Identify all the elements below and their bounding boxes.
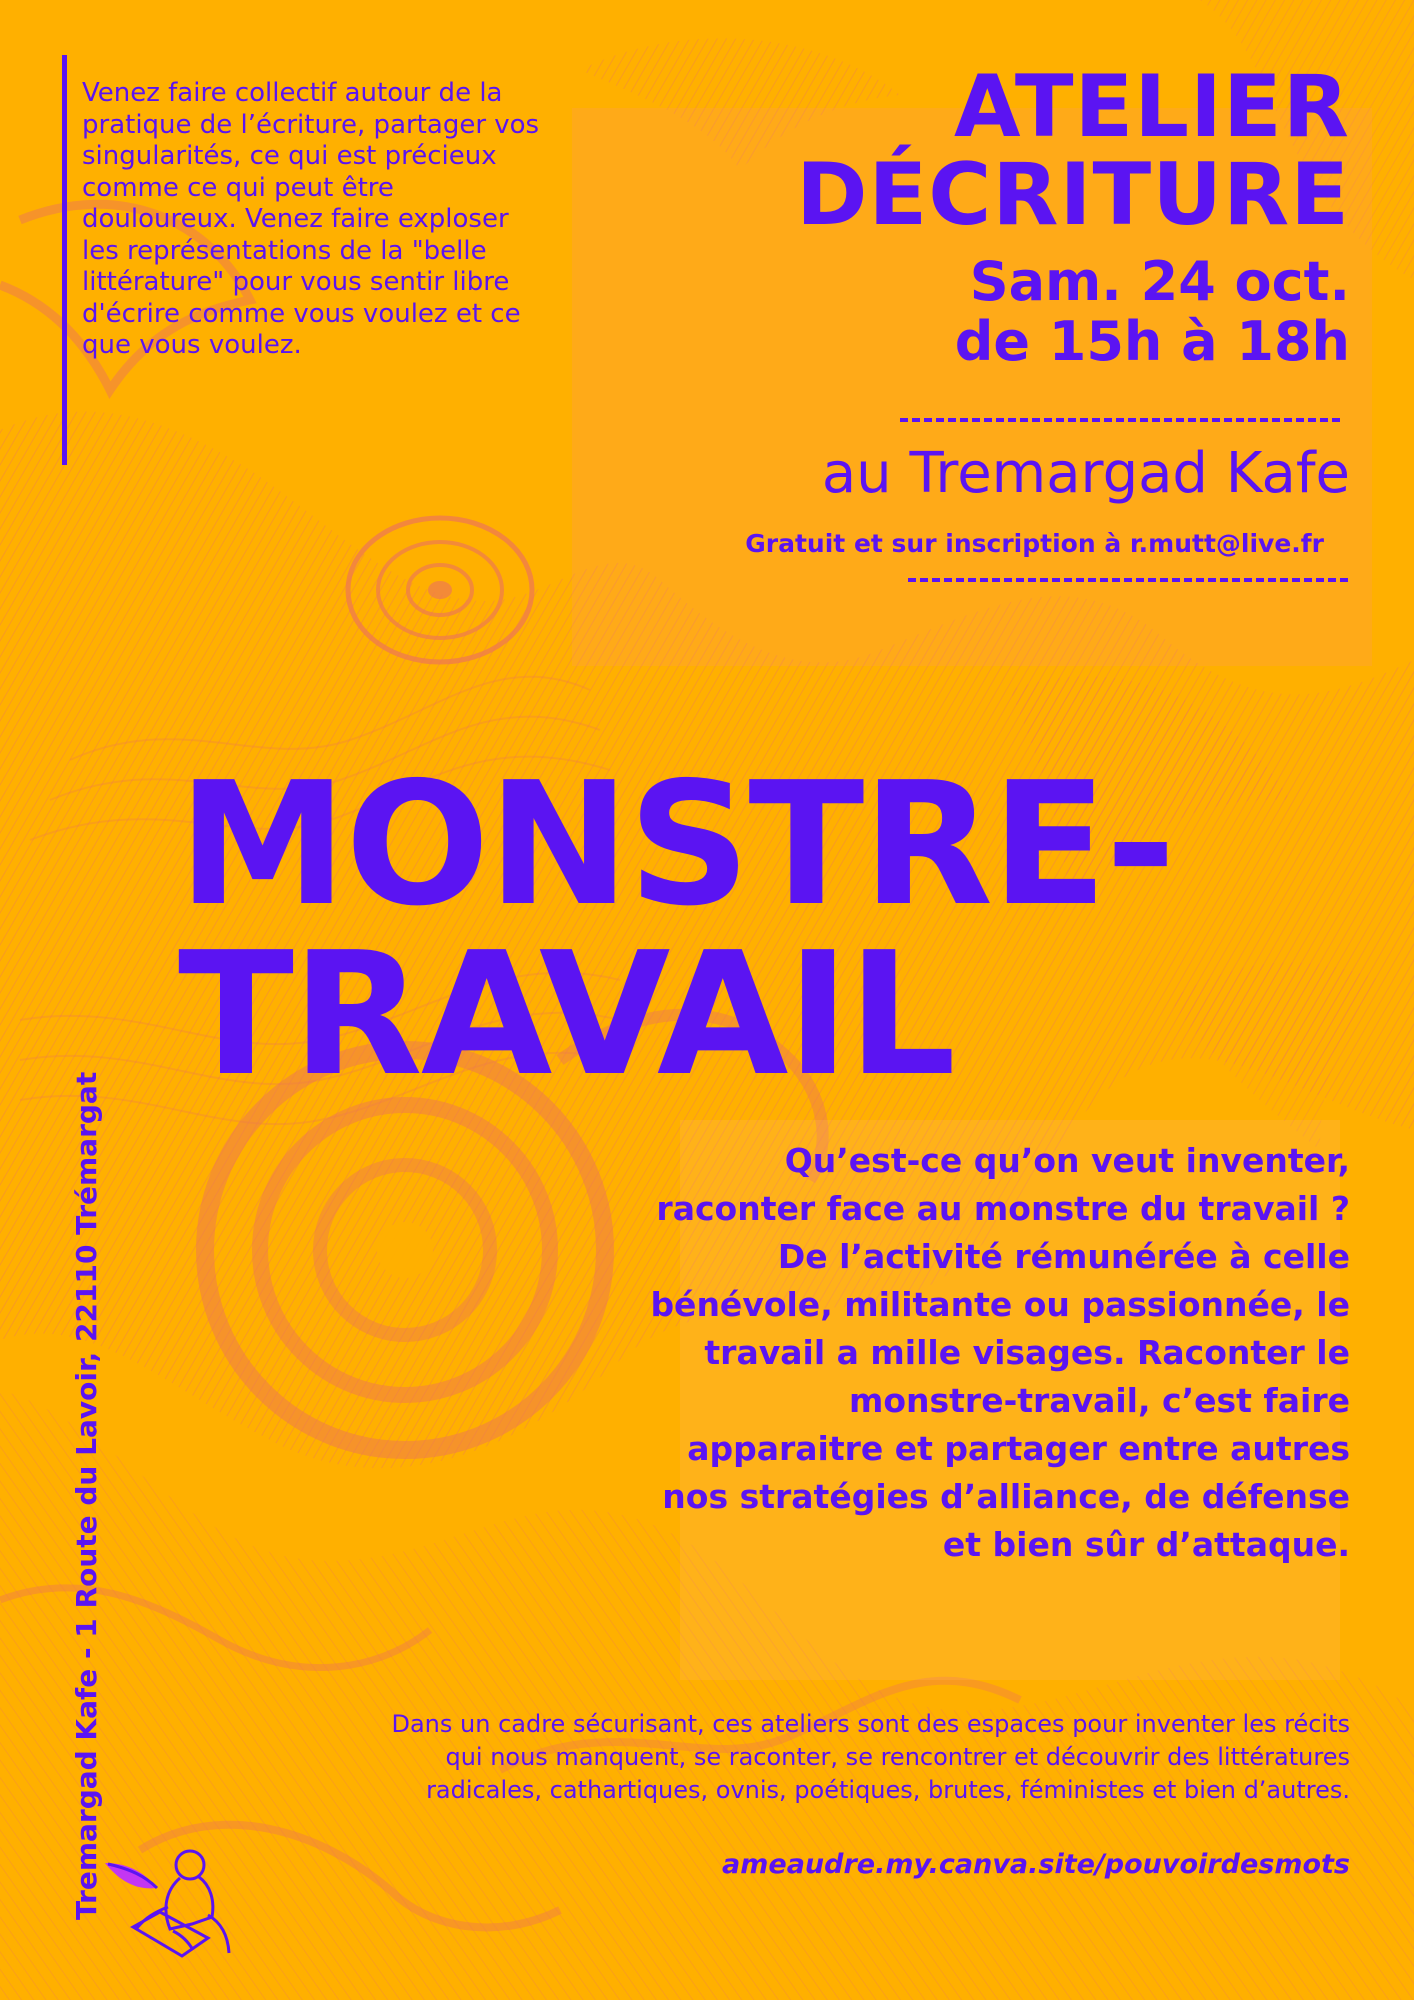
feather-icon xyxy=(105,1863,156,1888)
headline-line-1: MONSTRE- xyxy=(178,746,1174,944)
writing-person-icon xyxy=(100,1845,242,1973)
dashed-divider-bottom xyxy=(908,578,1348,582)
dashed-divider-top xyxy=(900,418,1340,422)
workshop-title-line-2: DÉCRITURE xyxy=(796,145,1350,245)
website-link[interactable]: ameaudre.my.canva.site/pouvoirdesmots xyxy=(722,1849,1350,1880)
headline-line-2: TRAVAIL xyxy=(178,916,955,1114)
event-place: au Tremargad Kafe xyxy=(821,441,1350,506)
event-time: de 15h à 18h xyxy=(954,310,1350,373)
safe-space-text: Dans un cadre sécurisant, ces ateliers sont des espaces pour inventer les récits qui nous manquent, se raconter, se rencontrer et découvrir des littératures radicales, cathartiques, ovnis, poétiques, brutes, féministes et bien d’autres. xyxy=(391,1710,1350,1804)
workshop-description: Qu’est-ce qu’on veut inventer, raconter face au monstre du travail ? De l’activité rémunérée à celle bénévole, militante ou passionnée, le travail a mille visages. Raconter le monstre-travail, c’est faire apparaitre et partager entre autres nos stratégies d’alliance, de défense et bien sûr d’attaque. xyxy=(650,1141,1350,1564)
event-date: Sam. 24 oct. xyxy=(969,250,1350,313)
intro-rule xyxy=(62,55,67,465)
intro-text: Venez faire collectif autour de la pratique de l’écriture, partager vos singularités, ce qui est précieux comme ce qui peut être douloureux. Venez faire exploser les représentations de la "belle littérature" pour vous sentir libre d'écrire comme vous voulez et ce que vous voulez. xyxy=(82,78,540,360)
vertical-address: Tremargad Kafe - 1 Route du Lavoir, 22110 Trémargat xyxy=(70,1071,103,1920)
signup-info: Gratuit et sur inscription à r.mutt@live.fr xyxy=(745,529,1324,558)
workshop-title-line-1: ATELIER xyxy=(953,57,1350,157)
